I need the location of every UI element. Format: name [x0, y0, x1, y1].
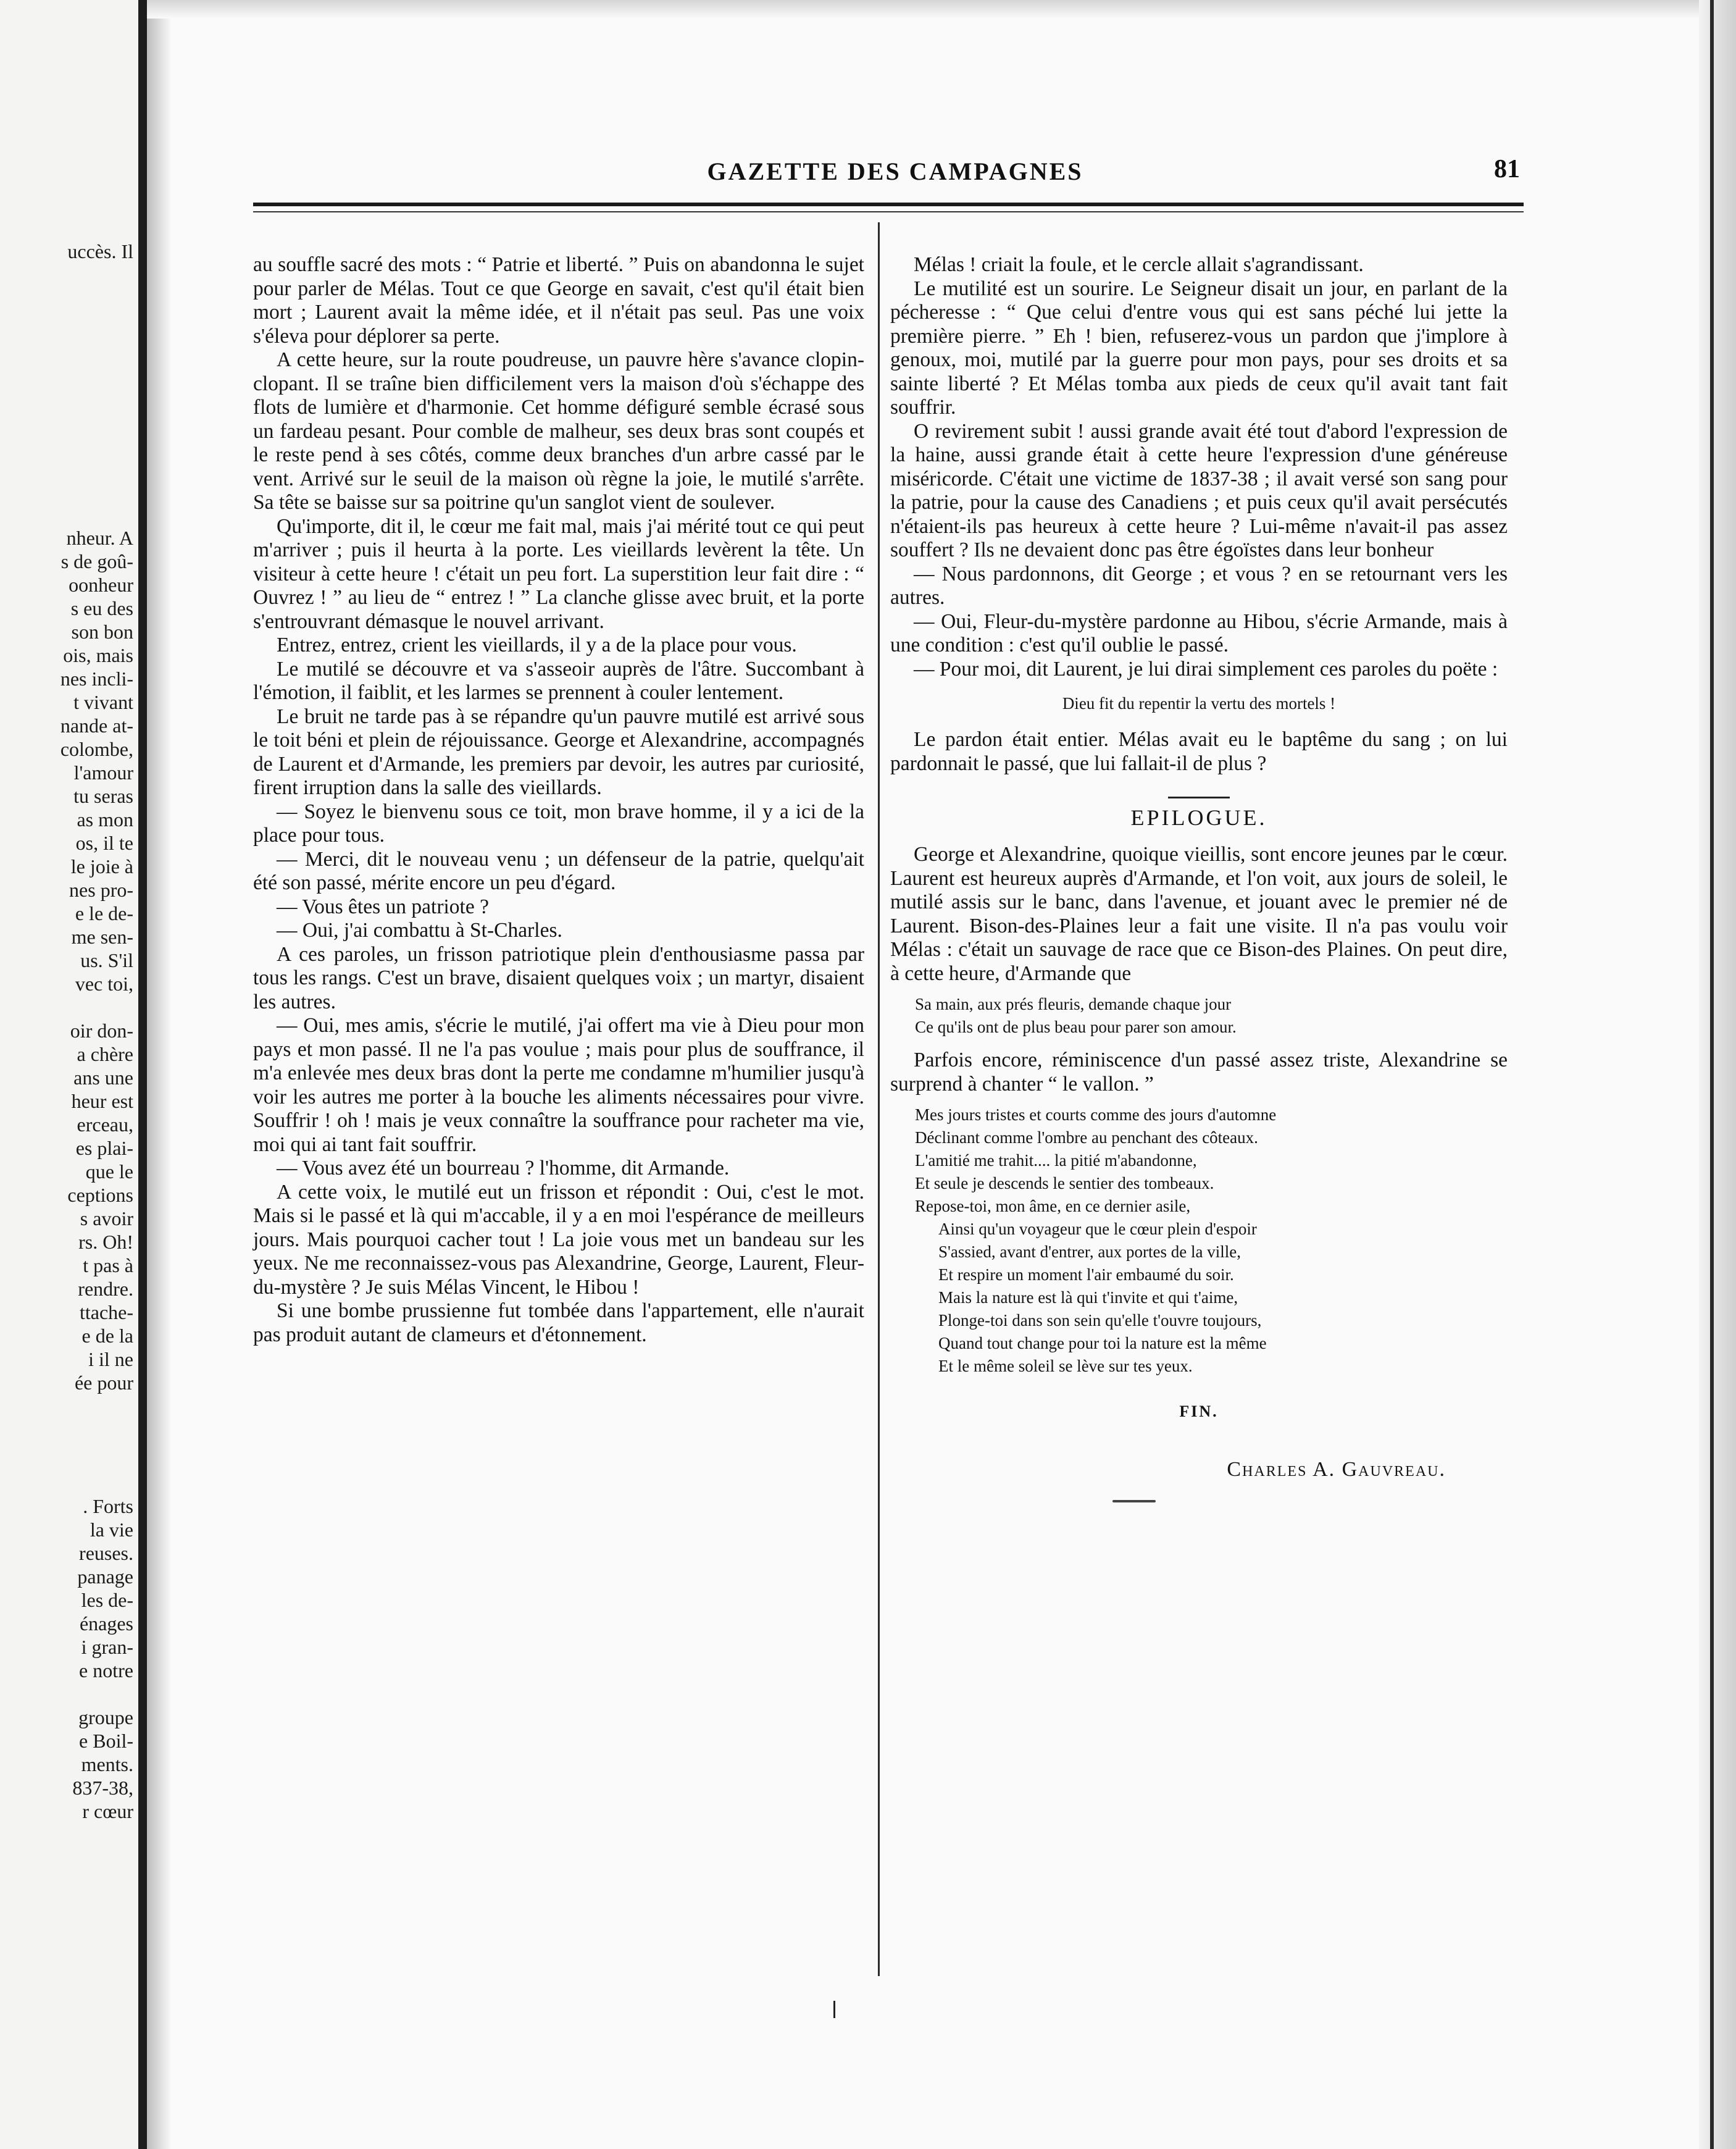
paragraph: — Vous avez été un bourreau ? l'homme, dit Armande. [277, 1157, 730, 1179]
previous-page-text [0, 0, 133, 2149]
paragraph: O revirement subit ! aussi grande avait été tout d'abord l'expression de la haine, aussi grande était à cette heure l'expression d'une généreuse miséricorde. C'était une victime de 1837-38 ; il avait versé son sang pour la patrie, pour la cause des Canadiens ; et puis ceux qu'il avait persécutés n'étaient-ils pas heureux à cette heure ? Lui-même n'avait-il pas assez souffert ? Ils ne devaient donc pas être égoïstes dans leur bonheur [890, 419, 1508, 561]
author-signature: Charles A. Gauvreau. [1227, 1458, 1446, 1481]
header-rule [253, 203, 1524, 206]
fin-label: FIN. [1179, 1402, 1219, 1420]
previous-page-fragment: son bon [71, 621, 133, 643]
column-end-mark [833, 2001, 835, 2018]
end-ornament [1112, 1500, 1156, 1502]
poem-line: Mes jours tristes et courts comme des jours d'automne [915, 1105, 1277, 1124]
previous-page-fragment: s avoir [80, 1207, 133, 1229]
previous-page-fragment: erceau, [77, 1113, 133, 1136]
paragraph: Le mutilé se découvre et va s'asseoir auprès de l'âtre. Succombant à l'émotion, il faiblit, et les larmes se prennent à couler lentement. [253, 657, 864, 704]
previous-page-fragment: rendre. [78, 1278, 133, 1300]
previous-page-fragment: e notre [79, 1659, 133, 1682]
previous-page-fragment: i il ne [88, 1348, 133, 1370]
paragraph: Si une bombe prussienne fut tombée dans l'appartement, elle n'aurait pas produit autant de clameurs et d'étonnement. [253, 1299, 864, 1346]
top-shadow [147, 0, 1699, 19]
previous-page-fragment: ois, mais [63, 644, 133, 666]
previous-page-strip [0, 0, 147, 2149]
couplet-line: Ce qu'ils ont de plus beau pour parer son amour. [915, 1018, 1237, 1036]
poet-quote: Dieu fit du repentir la vertu des mortels ! [1062, 694, 1336, 713]
paragraph: Mélas ! criait la foule, et le cercle allait s'agrandissant. [914, 253, 1364, 276]
poem-le-vallon [915, 1104, 1508, 1378]
paragraph: Entrez, entrez, crient les vieillards, il y a de la place pour vous. [277, 634, 797, 656]
previous-page-fragment: oonheur [69, 574, 133, 596]
paragraph: — Nous pardonnons, dit George ; et vous ? en se retournant vers les autres. [890, 562, 1508, 609]
poem-line: S'assied, avant d'entrer, aux portes de la ville, [938, 1242, 1241, 1261]
previous-page-fragment: nheur. A [66, 527, 133, 549]
header-rule-thin [253, 211, 1524, 212]
poem-line: Et seule je descends le sentier des tombeaux. [915, 1174, 1214, 1192]
right-column [890, 253, 1508, 1502]
couplet-line: Sa main, aux prés fleuris, demande chaque jour [915, 995, 1232, 1013]
previous-page-fragment: la vie [90, 1519, 133, 1541]
paragraph: A ces paroles, un frisson patriotique plein d'enthousiasme passa par tous les rangs. C'est un brave, disaient quelques voix ; un martyr, disaient les autres. [253, 942, 864, 1013]
previous-page-fragment: s de goû- [61, 550, 133, 572]
previous-page-fragment: nes incli- [60, 668, 133, 690]
previous-page-fragment: e Boil- [79, 1730, 133, 1752]
previous-page-fragment: i gran- [81, 1636, 133, 1658]
previous-page-fragment: as mon [77, 808, 133, 831]
previous-page-fragment: ttache- [79, 1301, 133, 1323]
previous-page-fragment: t vivant [73, 691, 133, 713]
page-number: 81 [1494, 155, 1520, 183]
previous-page-fragment: a chère [77, 1043, 133, 1065]
previous-page-fragment: t pas à [83, 1254, 133, 1276]
paragraph: — Oui, mes amis, s'écrie le mutilé, j'ai offert ma vie à Dieu pour mon pays et mon passé. Il ne l'a pas voulue ; mais pour plus de souffrance, il m'a enlevée mes deux bras dont la perte me condamne m'humilier jusqu'à voir les autres me porter à la bouche les aliments nécessaires pour vivre. Souffrir ! oh ! mais je veux connaître la souffrance pour racheter ma vie, moi qui ai tant fait souffrir. [253, 1014, 864, 1156]
previous-page-fragment: nande at- [60, 714, 133, 737]
right-page-edge [1699, 0, 1736, 2149]
previous-page-fragment: . Forts [83, 1495, 133, 1517]
poem-line: Mais la nature est là qui t'invite et qui t'aime, [938, 1288, 1238, 1307]
paragraph: — Soyez le bienvenu sous ce toit, mon brave homme, il y a ici de la place pour tous. [253, 800, 864, 847]
previous-page-fragment: reuses. [79, 1542, 133, 1564]
poem-line: Quand tout change pour toi la nature est la même [938, 1334, 1267, 1352]
poem-line: Repose-toi, mon âme, en ce dernier asile, [915, 1197, 1191, 1215]
epilogue-paragraph: George et Alexandrine, quoique vieillis, sont encore jeunes par le cœur. Laurent est heureux auprès d'Armande, et l'on voit, aux jours de soleil, le mutilé assis sur le banc, dans l'avenue, et jouant avec le premier né de Laurent. Bison-des-Plaines leur a fait une visite. Il n'a pas voulu voir Mélas : c'était un sauvage de race que ce Bison-des Plaines. On peut dire, à cette heure, d'Armande que [890, 843, 1508, 985]
previous-page-fragment: que le [85, 1160, 133, 1183]
previous-page-fragment: 837-38, [72, 1777, 133, 1799]
newspaper-title: GAZETTE DES CAMPAGNES [707, 157, 1083, 185]
previous-page-fragment: rs. Oh! [78, 1231, 133, 1253]
left-column [253, 253, 864, 1347]
previous-page-fragment: e de la [81, 1325, 133, 1347]
previous-page-fragment: e le de- [75, 902, 133, 924]
poem-line: Et le même soleil se lève sur tes yeux. [938, 1357, 1193, 1375]
paragraph: A cette heure, sur la route poudreuse, un pauvre hère s'avance clopin-clopant. Il se traîne bien difficilement vers la maison d'où s'échappe des flots de lumière et d'harmonie. Cet homme défiguré semble écrasé sous un fardeau pesant. Pour comble de malheur, ses deux bras sont coupés et le reste pend à ses côtés, comme deux branches d'un arbre cassé par le vent. Arrivé sur le seuil de la maison où règne la joie, le mutilé s'arrête. Sa tête se baisse sur sa poitrine qu'un sanglot vient de soulever. [253, 348, 864, 514]
paragraph: Le pardon était entier. Mélas avait eu le baptême du sang ; on lui pardonnait le passé, que lui fallait-il de plus ? [890, 728, 1508, 775]
previous-page-fragment: ments. [81, 1753, 133, 1775]
epilogue-paragraph: Parfois encore, réminiscence d'un passé assez triste, Alexandrine se surprend à chanter “ le vallon. ” [890, 1049, 1508, 1095]
paragraph: Le bruit ne tarde pas à se répandre qu'un pauvre mutilé est arrivé sous le toit béni et plein de réjouissance. George et Alexandrine, accompagnés de Laurent et d'Armande, les premiers par devoir, les autres par curiosité, firent irruption dans la salle des vieillards. [253, 705, 864, 799]
previous-page-fragment: ée pour [74, 1372, 133, 1394]
previous-page-fragment: les de- [81, 1589, 133, 1611]
poem-line: Déclinant comme l'ombre au penchant des côteaux. [915, 1128, 1258, 1147]
paragraph: au souffle sacré des mots : “ Patrie et liberté. ” Puis on abandonna le sujet pour parler de Mélas. Tout ce que George en savait, c'est qu'il était bien mort ; Laurent avait la même idée, et il n'était pas seul. Pas une voix s'éleva pour déplorer sa perte. [253, 253, 864, 348]
paragraph: Le mutilité est un sourire. Le Seigneur disait un jour, en parlant de la pécheresse : “ Que celui d'entre vous qui est sans péché lui jette la première pierre. ” Eh ! bien, refuserez-vous un pardon que j'implore à genoux, moi, mutilé par la guerre pour mon pays, pour ses droits et sa sainte liberté ? Et Mélas tomba aux pieds de ceux qu'il avait tant fait souffrir. [890, 277, 1508, 419]
gutter-shadow [147, 0, 172, 2149]
paragraph: Qu'importe, dit il, le cœur me fait mal, mais j'ai mérité tout ce qui peut m'arriver ; puis il heurta à la porte. Les vieillards levèrent la tête. Un visiteur à cette heure ! c'était un peu fort. La superstition leur fait dire : “ Ouvrez ! ” au lieu de “ entrez ! ” La clanche glisse avec bruit, et la porte s'entrouvrant démasque le nouvel arrivant. [253, 514, 864, 633]
previous-page-fragment: es plai- [75, 1137, 133, 1159]
previous-page-fragment: os, il te [75, 832, 133, 854]
right-column-text [890, 253, 1508, 681]
right-column-text-after-quote [890, 728, 1508, 776]
epilogue-title: EPILOGUE. [1130, 805, 1267, 830]
poem-line: Et respire un moment l'air embaumé du soir. [938, 1265, 1234, 1284]
previous-page-fragment: r cœur [82, 1800, 133, 1822]
poem-line: Ainsi qu'un voyageur que le cœur plein d'espoir [938, 1220, 1257, 1238]
previous-page-fragment: s eu des [70, 597, 133, 619]
paragraph: — Merci, dit le nouveau venu ; un défenseur de la patrie, quelqu'ait été son passé, mérite encore un peu d'égard. [253, 847, 864, 894]
paragraph: — Pour moi, dit Laurent, je lui dirai simplement ces paroles du poëte : [914, 657, 1498, 681]
previous-page-fragment: énages [79, 1612, 133, 1635]
couplet [915, 993, 1508, 1039]
paragraph: — Oui, j'ai combattu à St-Charles. [277, 919, 562, 942]
page-edge [138, 0, 147, 2149]
previous-page-fragment: me sen- [71, 926, 133, 948]
previous-page-fragment: nes pro- [69, 879, 133, 901]
section-separator [1168, 797, 1230, 798]
poem-line: L'amitié me trahit.... la pitié m'abandonne, [915, 1151, 1197, 1170]
previous-page-fragment: panage [77, 1565, 133, 1588]
previous-page-fragment: ans une [73, 1066, 133, 1089]
previous-page-fragment: groupe [78, 1706, 133, 1728]
previous-page-fragment: heur est [71, 1090, 133, 1112]
previous-page-fragment: uccès. Il [67, 240, 133, 262]
column-divider [878, 222, 880, 1976]
poem-line: Plonge-toi dans son sein qu'elle t'ouvre toujours, [938, 1311, 1262, 1330]
previous-page-fragment: us. S'il [80, 949, 133, 971]
previous-page-fragment: oir don- [70, 1020, 133, 1042]
previous-page-fragment: l'amour [73, 761, 133, 784]
previous-page-fragment: colombe, [60, 738, 133, 760]
previous-page-fragment: ceptions [67, 1184, 133, 1206]
paragraph: A cette voix, le mutilé eut un frisson et répondit : Oui, c'est le mot. Mais si le passé et là qui m'accable, il y a en moi l'espérance de meilleurs jours. Mais pourquoi cacher tout ! La joie vous met un bandeau sur les yeux. Ne me reconnaissez-vous pas Alexandrine, George, Laurent, Fleur-du-mystère ? Je suis Mélas Vincent, le Hibou ! [253, 1180, 864, 1299]
previous-page-fragment: vec toi, [75, 973, 133, 995]
paragraph: — Oui, Fleur-du-mystère pardonne au Hibou, s'écrie Armande, mais à une condition : c'est qu'il oublie le passé. [890, 610, 1508, 656]
previous-page-fragment: tu seras [73, 785, 133, 807]
paragraph: — Vous êtes un patriote ? [277, 895, 489, 918]
previous-page-fragment: le joie à [70, 855, 133, 878]
